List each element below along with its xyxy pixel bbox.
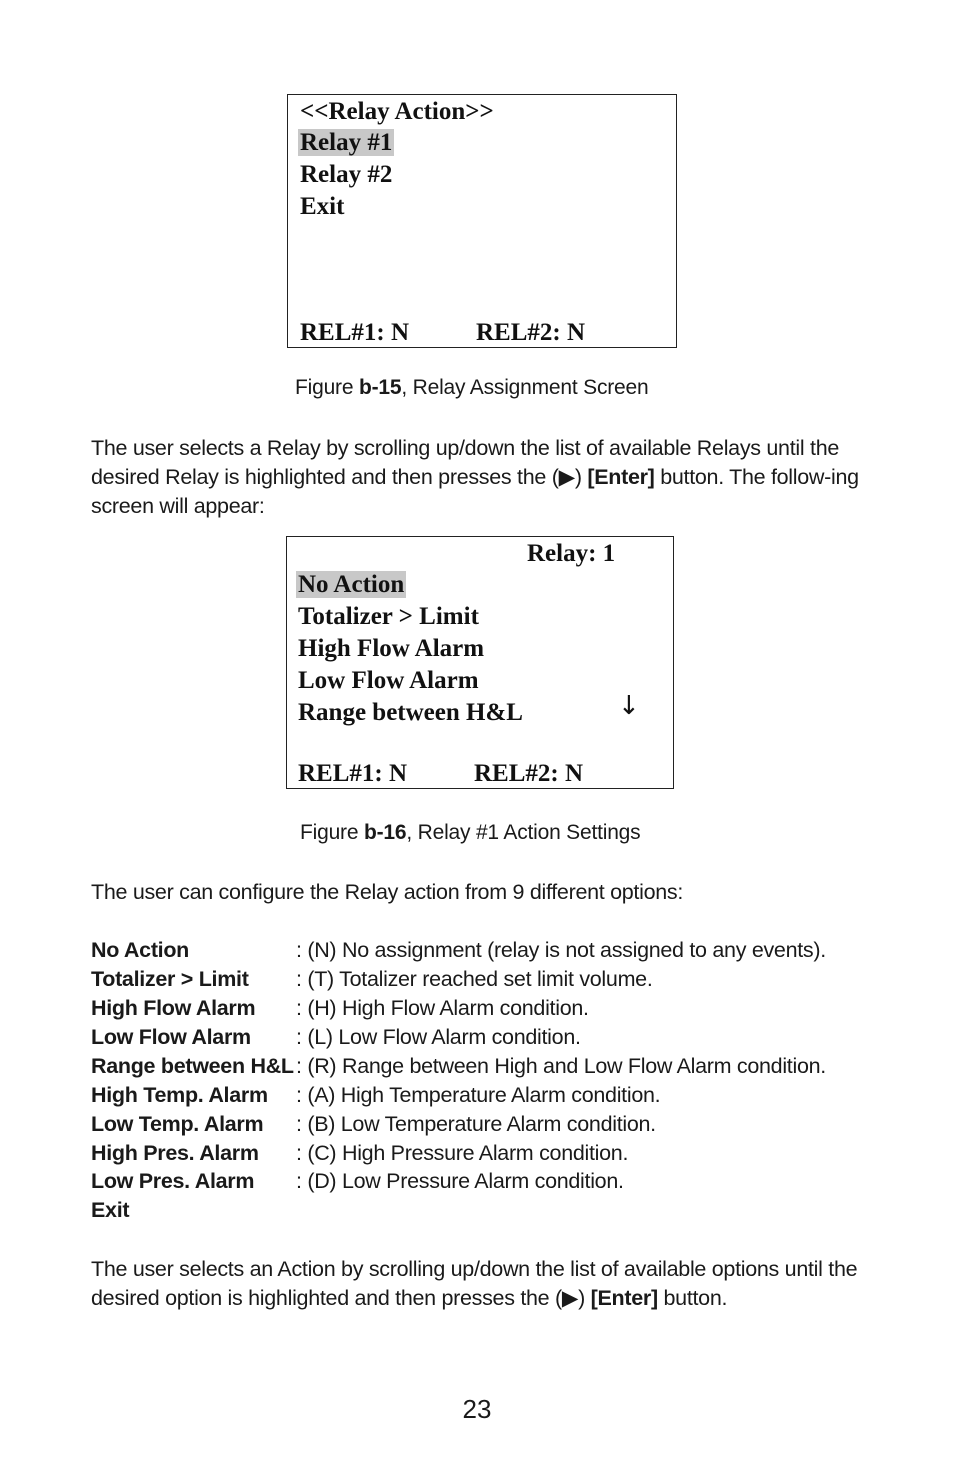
highlighted-selection: Relay #1 [300,129,393,156]
status-rel2: REL#2: N [474,760,584,787]
paragraph-options-intro: The user can configure the Relay action from 9 different options: [91,880,684,904]
scroll-down-arrow-icon: ↓ [618,691,640,721]
menu-item-relay-2[interactable]: Relay #2 [300,161,393,188]
right-arrow-icon: ▶ [561,1286,579,1310]
relay-assignment-screen [287,94,677,348]
menu-item-totalizer-limit[interactable]: Totalizer > Limit [298,603,479,630]
paragraph-relay-selection: The user selects a Relay by scrolling up/down the list of available Relays until the desired Relay is highlighted and then presses the (▶) [Enter] button. The follow-ing screen will appear: [91,436,859,518]
paragraph-action-selection: The user selects an Action by scrolling up/down the list of available options until the desired option is highlighted and then presses the (▶) [Enter] button. [91,1257,858,1310]
enter-key-label: [Enter] [590,1286,658,1310]
screen-title: <<Relay Action>> [300,98,494,125]
status-rel1: REL#1: N [300,319,410,346]
enter-key-label: [Enter] [587,465,655,489]
menu-item-exit[interactable]: Exit [300,193,345,220]
menu-item-no-action[interactable] [298,570,406,600]
relay-action-settings-screen [286,536,674,789]
relay-number-header: Relay: 1 [527,540,616,567]
menu-item-range-between[interactable]: Range between H&L [298,699,523,726]
status-rel1: REL#1: N [298,760,408,787]
page-number: 23 [462,1394,492,1424]
right-arrow-icon: ▶ [558,465,575,489]
status-rel2: REL#2: N [476,319,586,346]
highlighted-selection: No Action [298,571,405,598]
menu-item-relay-1[interactable] [300,128,394,158]
menu-item-high-flow-alarm[interactable]: High Flow Alarm [298,635,485,662]
menu-item-low-flow-alarm[interactable]: Low Flow Alarm [298,667,479,694]
figure-caption-b15: Figure b-15, Relay Assignment Screen [295,376,649,399]
figure-caption-b16: Figure b-16, Relay #1 Action Settings [300,821,641,844]
